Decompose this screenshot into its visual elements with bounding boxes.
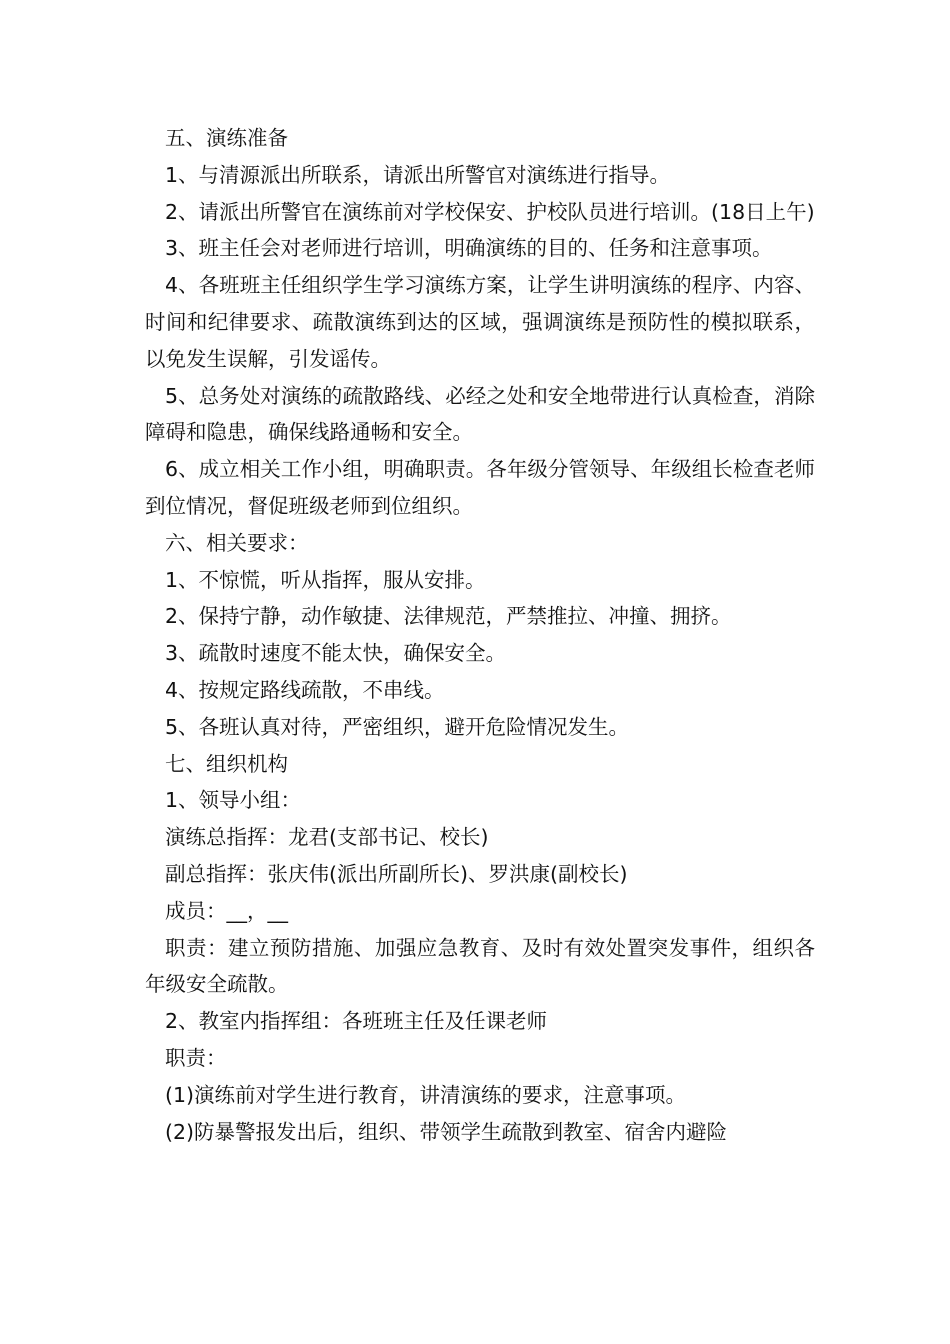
- paragraph: (1)演练前对学生进行教育，讲清演练的要求，注意事项。: [165, 1082, 687, 1107]
- section-heading-organization: 七、组织机构: [165, 751, 288, 776]
- document-body: [145, 120, 815, 1150]
- paragraph: 副总指挥：张庆伟(派出所副所长)、罗洪康(副校长): [165, 861, 628, 886]
- paragraph: (2)防暴警报发出后，组织、带领学生疏散到教室、宿舍内避险: [165, 1119, 728, 1144]
- paragraph: 2、教室内指挥组：各班班主任及任课老师: [165, 1009, 548, 1034]
- paragraph: 3、疏散时速度不能太快，确保安全。: [165, 641, 507, 666]
- paragraph: 1、领导小组：: [165, 788, 302, 813]
- paragraph: 5、各班认真对待，严密组织，避开危险情况发生。: [165, 714, 630, 739]
- section-heading-preparation: 五、演练准备: [165, 126, 288, 150]
- paragraph: 2、保持宁静，动作敏捷、法律规范，严禁推拉、冲撞、拥挤。: [165, 604, 732, 629]
- paragraph: 6、成立相关工作小组，明确职责。各年级分管领导、年级组长检查老师到位情况，督促班级老师到位组织。: [145, 457, 815, 518]
- paragraph: 1、不惊慌，听从指挥，服从安排。: [165, 567, 486, 592]
- paragraph: 4、按规定路线疏散，不串线。: [165, 677, 445, 702]
- paragraph: 2、请派出所警官在演练前对学校保安、护校队员进行培训。(18日上午): [165, 199, 815, 224]
- paragraph: 4、各班班主任组织学生学习演练方案，让学生讲明演练的程序、内容、时间和纪律要求、疏散演练到达的区域，强调演练是预防性的模拟联系，以免发生误解，引发谣传。: [145, 273, 815, 371]
- paragraph: 职责：建立预防措施、加强应急教育、及时有效处置突发事件，组织各年级安全疏散。: [145, 935, 815, 997]
- paragraph: 1、与清源派出所联系，请派出所警官对演练进行指导。: [165, 162, 671, 187]
- paragraph: 成员：__，__: [165, 898, 288, 923]
- paragraph: 职责：: [165, 1045, 227, 1070]
- paragraph: 演练总指挥：龙君(支部书记、校长): [165, 825, 489, 850]
- section-heading-requirements: 六、相关要求：: [165, 530, 309, 555]
- paragraph: 3、班主任会对老师进行培训，明确演练的目的、任务和注意事项。: [165, 236, 773, 261]
- paragraph: 5、总务处对演练的疏散路线、必经之处和安全地带进行认真检查，消除障碍和隐患，确保线路通畅和安全。: [145, 383, 815, 445]
